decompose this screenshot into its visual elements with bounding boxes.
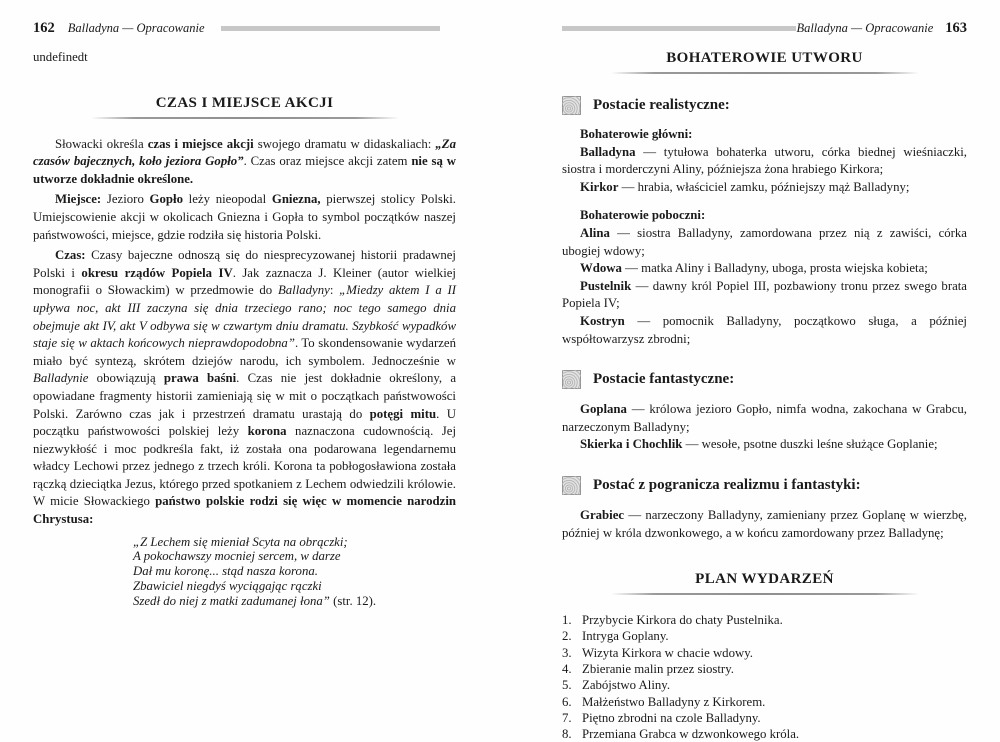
plan-item-number: 6. (562, 694, 572, 709)
page-163 (562, 20, 967, 742)
body-paragraph: undefinedt (33, 50, 88, 64)
plan-item (562, 677, 967, 693)
plan-item-number: 2. (562, 629, 572, 644)
page-number: 162 (33, 19, 55, 36)
section-heading-bohaterowie (562, 49, 967, 74)
running-title: Balladyna — Opracowanie (67, 20, 205, 35)
group-title: Postacie realistyczne: (593, 97, 730, 113)
section-heading-plan (562, 570, 967, 595)
header-rule-bar (221, 26, 440, 31)
subgroup-title: Bohaterowie poboczni: (580, 208, 706, 223)
plan-item (562, 628, 967, 644)
subgroup-title: Bohaterowie główni: (580, 127, 693, 141)
verse-line-text: Szedł do niej z matki zadumanej łona” (133, 593, 330, 608)
plan-item (562, 726, 967, 742)
character-entry: Balladyna — tytułowa bohaterka utworu, córka biednej wieśniaczki, siostra i morderczyni Aliny, późniejsza żona hrabiego Kirkora; (562, 144, 967, 177)
verse-line-with-attribution (133, 594, 456, 609)
character-entry: Skierka i Chochlik — wesołe, psotne duszki leśne służące Goplanie; (580, 437, 938, 452)
plan-item-text: Wizyta Kirkora w chacie wdowy. (582, 645, 753, 660)
verse-line: Zbawiciel niegdyś wyciągając rączki (133, 579, 322, 594)
plan-item-number: 3. (562, 645, 572, 660)
body-paragraph: Miejsce: Jezioro Gopło leży nieopodal Gniezna, pierwszej stolicy Polski. Umiejscowienie akcji w okolicach Gniezna i Gopła to symbol początków naszej państwowości, miejsce, gdzie rodziła się historia Polski. (33, 192, 457, 242)
plan-item-number: 1. (562, 613, 572, 628)
ripple-pattern-icon (562, 476, 581, 495)
heroes-group-fantastic (562, 370, 967, 454)
page-162 (33, 20, 456, 609)
group-label (562, 370, 967, 389)
plan-item (562, 694, 967, 710)
plan-item (562, 612, 967, 628)
plan-item-text: Zabójstwo Aliny. (582, 678, 671, 693)
heading-rule (611, 593, 919, 595)
heroes-group-realistic (562, 96, 967, 348)
body-paragraph: Słowacki określa czas i miejsce akcji swojego dramatu w didaskaliach: „Za czasów bajecznych, koło jeziora Gopło”. Czas oraz miejsce akcji zatem nie są w utworze dokładnie określone. (33, 136, 456, 186)
character-entry: Pustelnik — dawny król Popiel III, pozbawiony tronu przez swego brata Popiela IV; (562, 278, 967, 311)
group-label (562, 476, 967, 495)
section-title: BOHATEROWIE UTWORU (666, 50, 863, 66)
character-entry: Wdowa — matka Aliny i Balladyny, uboga, prosta wiejska kobieta; (580, 261, 928, 276)
plan-item-text: Intryga Goplany. (582, 629, 669, 644)
page-number: 163 (945, 19, 967, 36)
plan-item-text: Zbieranie malin przez siostry. (582, 661, 734, 676)
character-entry: Grabiec — narzeczony Balladyny, zamieniany przez Goplanę w wierzbę, później w króla dzwonkowego, a w końcu zamordowany przez Balladynę; (562, 507, 967, 540)
plan-item (562, 645, 967, 661)
heading-rule (91, 117, 399, 119)
plan-item (562, 661, 967, 677)
plan-item-text: Przybycie Kirkora do chaty Pustelnika. (582, 613, 783, 628)
plan-item-number: 4. (562, 661, 572, 676)
verse-line: „Z Lechem się mieniał Scyta na obrączki; (133, 534, 348, 549)
section-title: PLAN WYDARZEŃ (695, 571, 834, 588)
group-title: Postacie fantastyczne: (593, 371, 735, 388)
character-entry: Kirkor — hrabia, właściciel zamku, późniejszy mąż Balladyny; (580, 179, 910, 194)
verse-quote (133, 535, 456, 609)
group-label (562, 96, 967, 115)
character-entry: Alina — siostra Balladyny, zamordowana przez nią z zawiści, córka ubogiej wdowy; (562, 225, 967, 258)
character-entry: Kostryn — pomocnik Balladyny, początkowo sługa, a później współtowarzysz zbrodni; (562, 313, 967, 346)
ripple-pattern-icon (562, 96, 581, 115)
verse-line: A pokochawszy mocniej sercem, w darze (133, 549, 341, 564)
header-rule-bar (562, 26, 796, 31)
group-title: Postać z pogranicza realizmu i fantastyki: (593, 476, 861, 493)
section-heading-czas-i-miejsce (33, 94, 456, 119)
heroes-group-borderline (562, 476, 967, 542)
verse-attribution: (str. 12). (329, 593, 377, 608)
character-entry: Goplana — królowa jezioro Gopło, nimfa wodna, zakochana w Grabcu, narzeczonym Balladyny; (562, 402, 967, 434)
plan-item-number: 5. (562, 678, 572, 693)
ripple-pattern-icon (562, 370, 581, 389)
plan-item (562, 710, 967, 726)
verse-line: Dał mu koronę... stąd nasza korona. (133, 564, 318, 579)
plan-item-number: 8. (562, 727, 572, 742)
body-paragraph: Czas: Czasy bajeczne odnoszą się do niesprecyzowanej historii pradawnej Polski i okresu rządów Popiela IV. Jak zaznacza J. Kleiner (autor wielkiej monografii o Słowackim) w przedmowie do Balladyny: „Miedzy aktem I a II upływa noc, akt III zaczyna się dnia trzeciego rano; noc tego samego dnia obejmuje akt IV, akt V odbywa się w czwartym dniu dramatu. Szybkość wypadków staje się w aktach końcowych nieprawdopodobna”. To skondensowanie wydarzeń miało być syntezą, skrótem dziejów narodu, ich symbolem. Jednocześnie w Balladynie obowiązują prawa baśni. Czas nie jest dokładnie określony, a opowiadane fragmenty historii zamieniają się w mit o początkach państwowości Polski. Zarówno czas jak i przestrzeń dramatu urastają do potęgi mitu. U początku państwowości polskiej leży korona naznaczona cudownością. Jej niezwykłość i moc podkreśla fakt, iż została ona podarowana legendarnemu władcy Lechowi przez jednego z trzech króli. Korona ta pobłogosławiona została rączką dzieciątka Jezus, którego przed spotkaniem z Lechem odwiedzili królowie. W micie Słowackiego państwo polskie rodzi się więc w momencie narodzin Chrystusa: (33, 248, 457, 527)
running-header-left (33, 20, 456, 36)
plan-list (562, 612, 967, 742)
plan-item-text: Piętno zbrodni na czole Balladyny. (582, 710, 761, 725)
section-title: CZAS I MIEJSCE AKCJI (155, 94, 334, 111)
running-title: Balladyna — Opracowanie (796, 20, 934, 35)
plan-section (562, 570, 967, 742)
plan-item-number: 7. (562, 710, 572, 725)
plan-item-text: Przemiana Grabca w dzwonkowego króla. (582, 727, 800, 742)
heading-rule (611, 72, 919, 74)
plan-item-text: Małżeństwo Balladyny z Kirkorem. (582, 694, 766, 709)
running-header-right (562, 20, 967, 36)
